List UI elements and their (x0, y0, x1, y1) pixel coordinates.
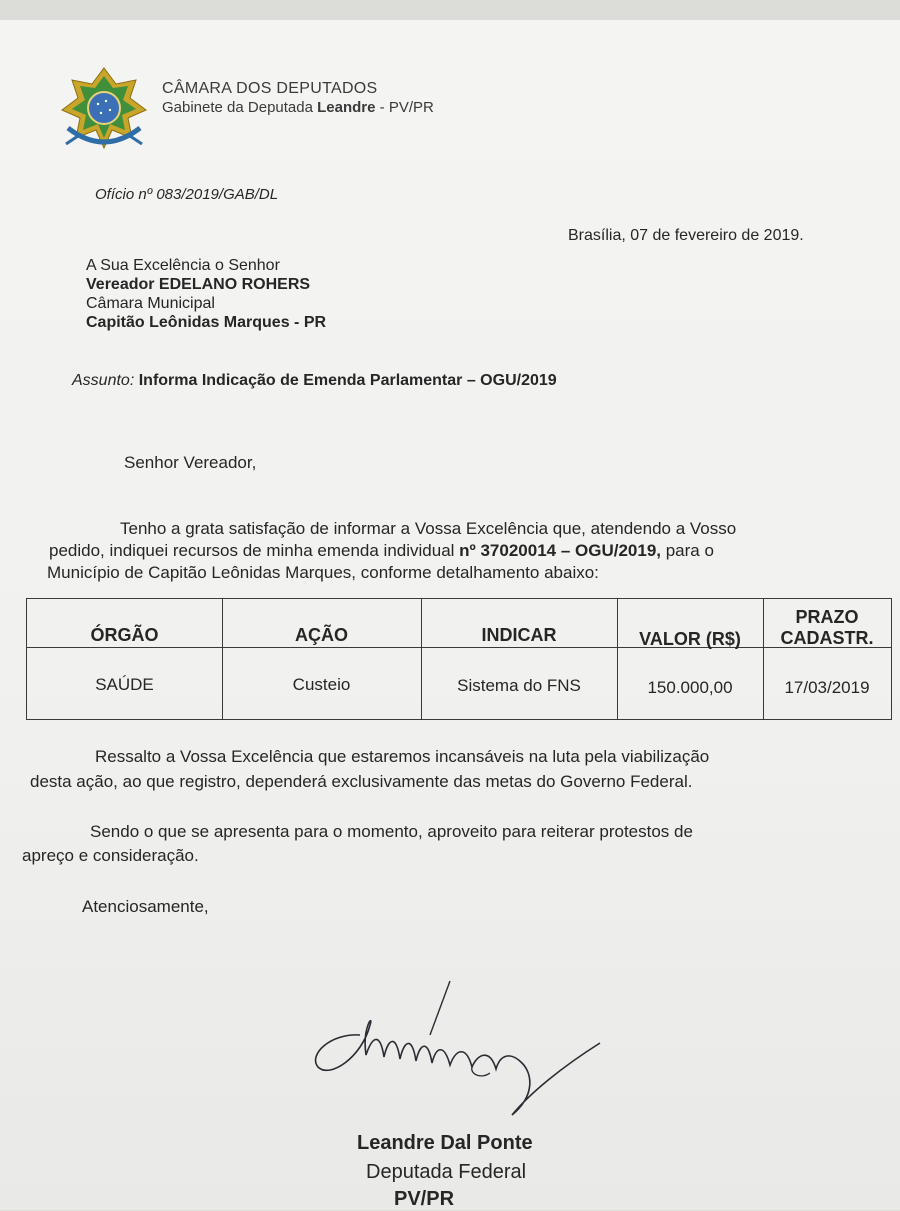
recipient-line: Câmara Municipal (86, 295, 215, 312)
table-header: INDICAR (481, 625, 557, 645)
table-cell: 17/03/2019 (784, 678, 870, 697)
recipient-line: A Sua Excelência o Senhor (86, 257, 280, 274)
subject-line: Assunto: Informa Indicação de Emenda Parlamentar – OGU/2019 (72, 372, 557, 389)
paragraph-line: Tenho a grata satisfação de informar a Vossa Excelência que, atendendo a Vosso (120, 519, 737, 538)
cabinet-line: Gabinete da Deputada Leandre - PV/PR (162, 99, 434, 116)
recipient-name: Vereador EDELANO ROHERS (86, 276, 311, 293)
paragraph-line: desta ação, ao que registro, dependerá exclusivamente das metas do Governo Federal. (30, 772, 693, 791)
table-cell: Sistema do FNS (457, 676, 581, 695)
signatory-name: Leandre Dal Ponte (357, 1132, 533, 1154)
paragraph-line: apreço e consideração. (22, 846, 199, 865)
closing: Atenciosamente, (82, 897, 209, 916)
table-header: AÇÃO (295, 625, 348, 645)
amendment-table (26, 598, 892, 720)
signatory-role: Deputada Federal (366, 1161, 527, 1183)
table-header: ÓRGÃO (90, 625, 159, 645)
paragraph-line: Sendo o que se apresenta para o momento, aproveito para reiterar protestos de (90, 822, 693, 841)
brazil-coat-of-arms-icon (58, 66, 150, 150)
table-header: CADASTR. (780, 628, 874, 648)
signature-image (300, 975, 620, 1125)
table-cell: Custeio (292, 675, 351, 694)
letter-date: Brasília, 07 de fevereiro de 2019. (568, 227, 804, 244)
recipient-city: Capitão Leônidas Marques - PR (86, 314, 327, 331)
table-cell: SAÚDE (95, 675, 154, 694)
paragraph-line: Município de Capitão Leônidas Marques, conforme detalhamento abaixo: (47, 563, 599, 582)
signatory-party: PV/PR (394, 1188, 455, 1210)
institution-name: CÂMARA DOS DEPUTADOS (162, 80, 378, 97)
reference-number: Ofício nº 083/2019/GAB/DL (95, 186, 279, 203)
table-header: PRAZO (795, 607, 859, 627)
table-header: VALOR (R$) (639, 629, 741, 649)
paragraph-line: Ressalto a Vossa Excelência que estaremos incansáveis na luta pela viabilização (95, 747, 710, 766)
table-cell: 150.000,00 (647, 678, 733, 697)
paragraph-line: pedido, indiquei recursos de minha emenda individual nº 37020014 – OGU/2019, para o (49, 541, 714, 560)
salutation: Senhor Vereador, (124, 453, 257, 472)
